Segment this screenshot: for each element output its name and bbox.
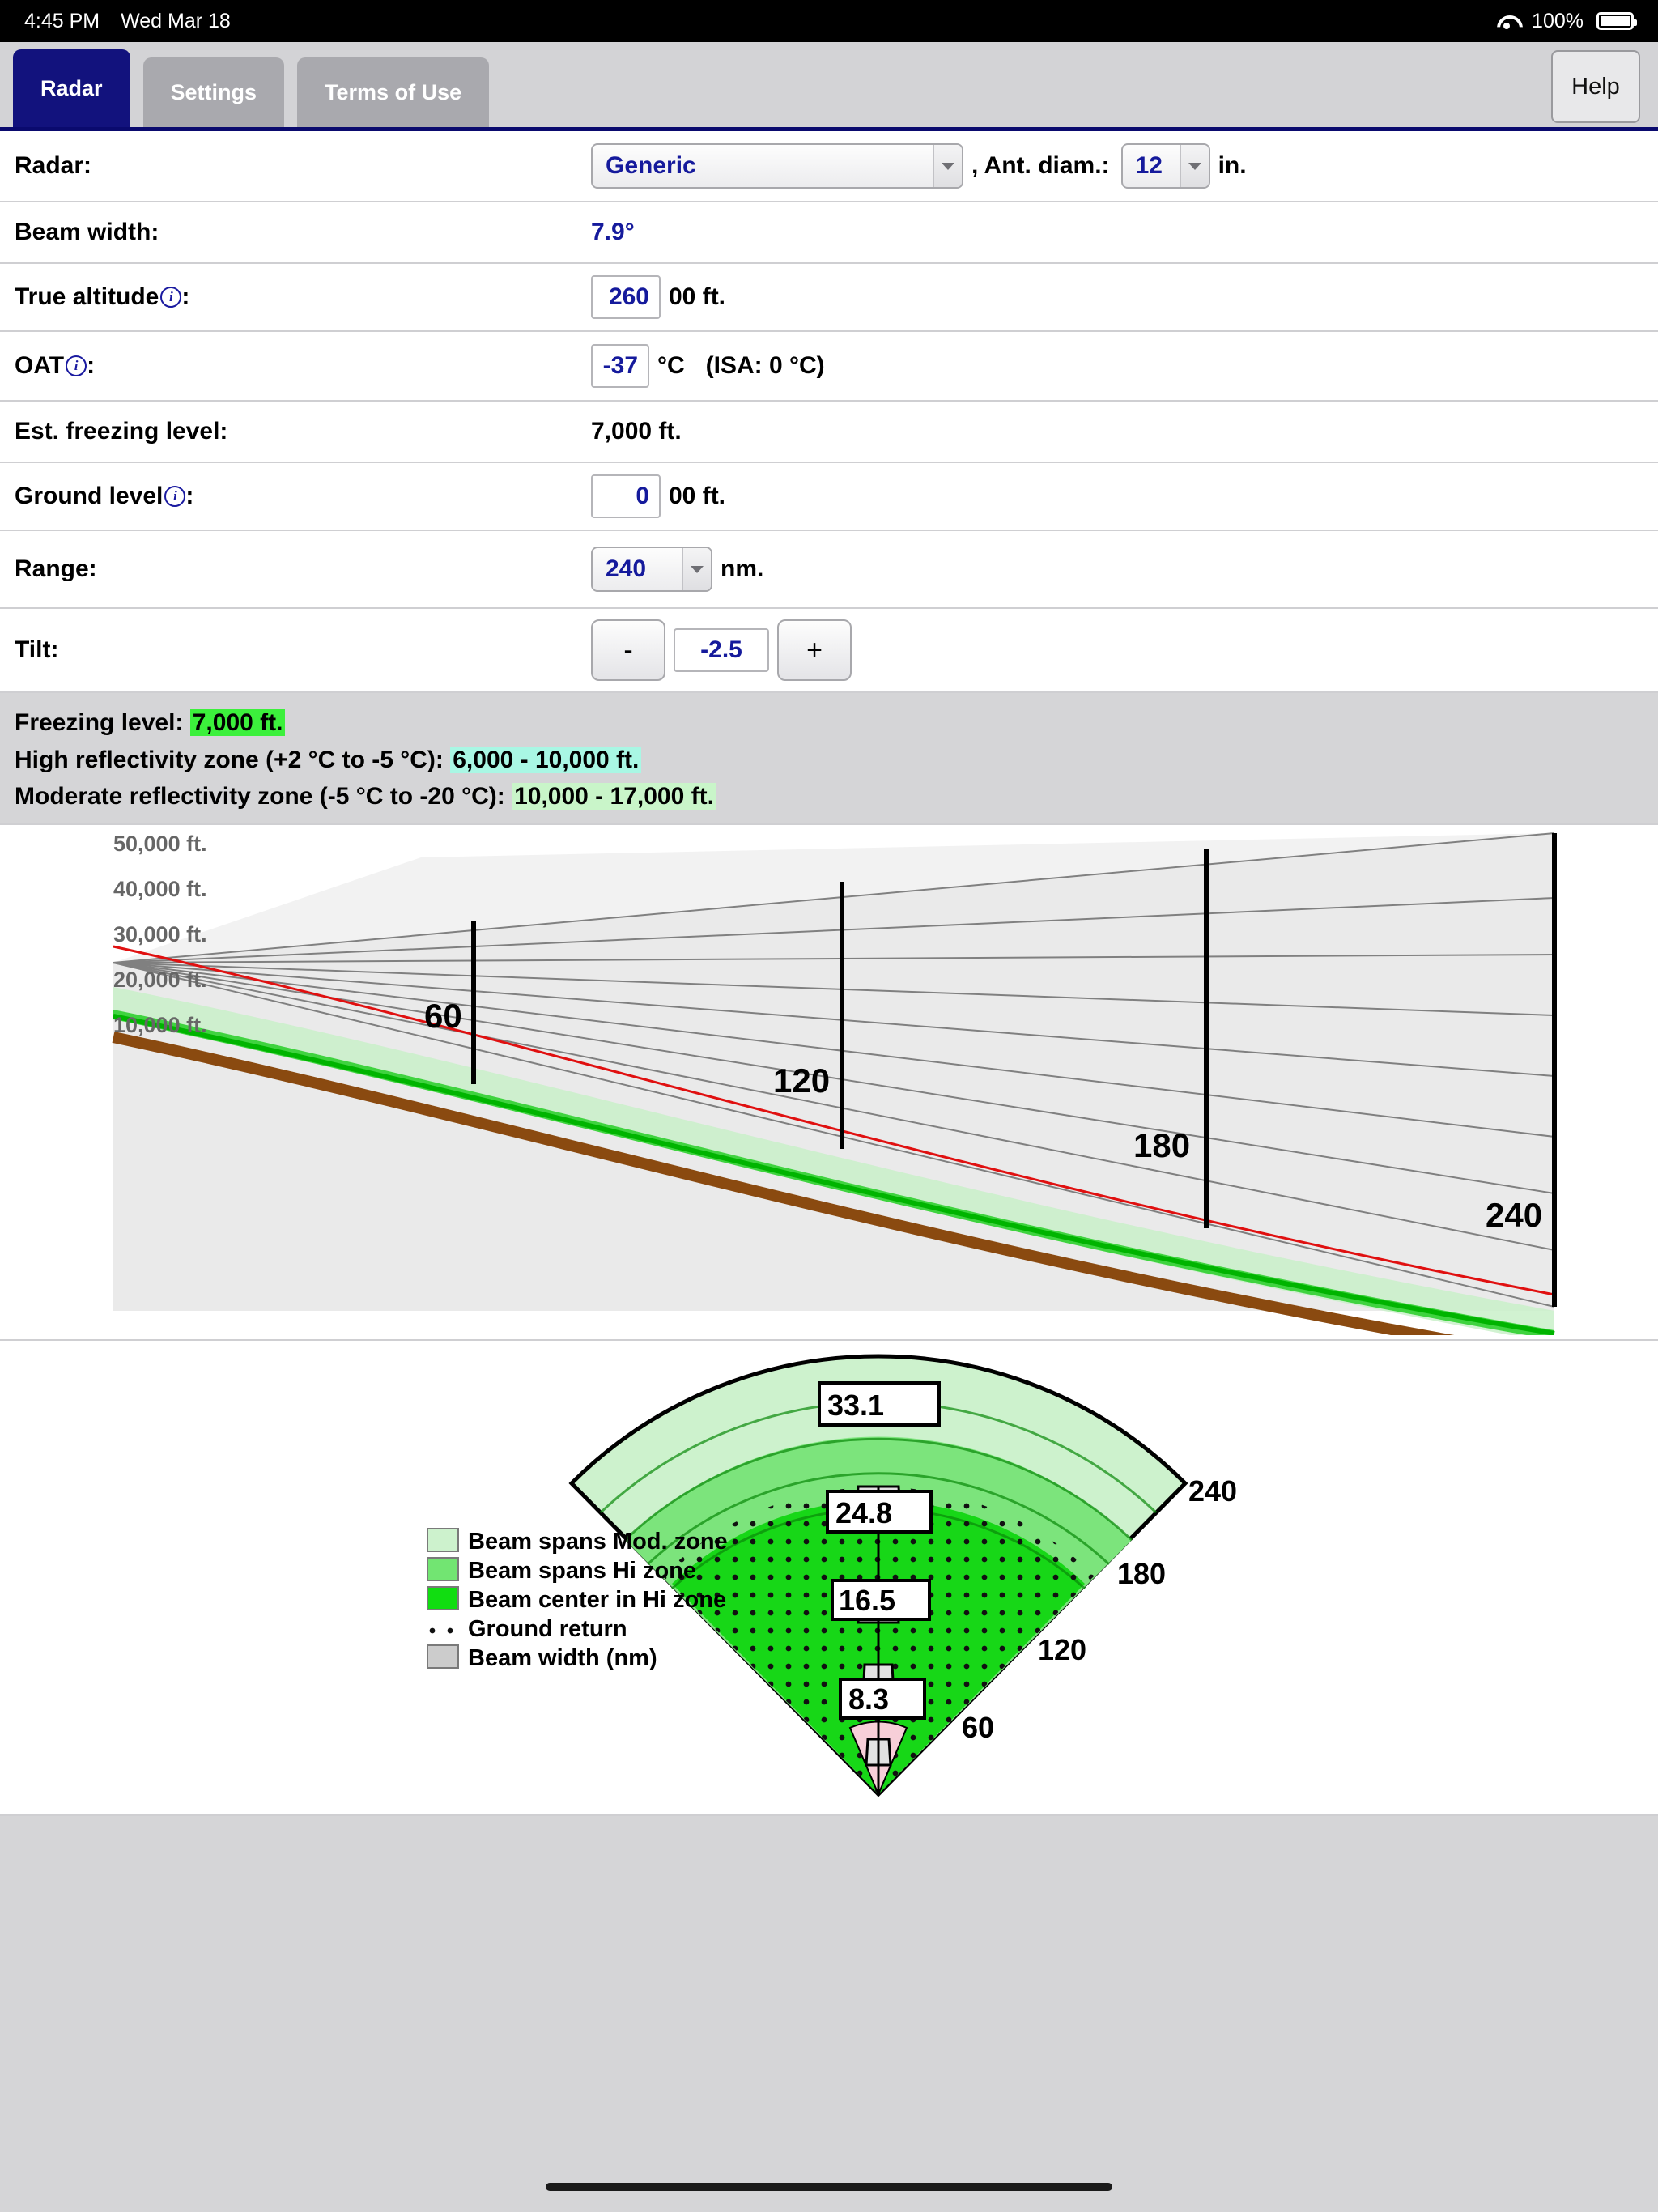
legend-mod-zone: Beam spans Mod. zone <box>468 1528 728 1555</box>
row-beam-width <box>0 202 1658 264</box>
zone-summary <box>0 693 1658 823</box>
tab-settings[interactable]: Settings <box>143 57 285 127</box>
tilt-increase-button[interactable]: + <box>777 619 852 681</box>
row-radar <box>0 131 1658 202</box>
battery-percent: 100% <box>1532 9 1584 32</box>
row-oat <box>0 332 1658 402</box>
legend-beam-width: Beam width (nm) <box>468 1644 657 1671</box>
info-icon[interactable]: i <box>160 287 181 308</box>
beam-width-8: 8.3 <box>848 1682 890 1716</box>
true-altitude-input[interactable]: 260 <box>591 275 661 319</box>
ant-diam-value: 12 <box>1135 152 1163 179</box>
info-icon[interactable]: i <box>164 486 185 507</box>
beam-width-value: 7.9° <box>591 219 635 245</box>
chevron-down-icon <box>682 548 711 590</box>
zone-moderate-label: Moderate reflectivity zone (-5 °C to -20 °C): <box>15 783 512 810</box>
row-true-altitude <box>0 264 1658 332</box>
chevron-down-icon <box>1180 145 1209 187</box>
plan-view-svg <box>0 1341 1658 1810</box>
alt-label-20000: 20,000 ft. <box>113 967 207 992</box>
zone-high-line <box>15 742 1643 779</box>
battery-icon <box>1596 12 1634 30</box>
tab-bar <box>0 42 1658 131</box>
true-altitude-colon: : <box>181 283 190 310</box>
chevron-down-icon <box>933 145 962 187</box>
plan-range-180: 180 <box>1117 1556 1167 1590</box>
true-altitude-unit: 00 ft. <box>669 283 726 310</box>
alt-label-40000: 40,000 ft. <box>113 876 207 901</box>
zone-freezing-value: 7,000 ft. <box>190 709 286 736</box>
beam-width-24: 24.8 <box>835 1495 893 1529</box>
ant-diam-label: , Ant. diam.: <box>971 152 1110 179</box>
tab-radar[interactable]: Radar <box>13 49 130 127</box>
ground-level-colon: : <box>185 483 194 509</box>
status-bar <box>0 0 1658 42</box>
oat-unit: °C <box>657 352 685 379</box>
zone-freezing-label: Freezing level: <box>15 709 190 736</box>
row-tilt <box>0 609 1658 693</box>
ant-diam-select[interactable] <box>1121 143 1210 189</box>
range-label-120: 120 <box>773 1061 831 1100</box>
freezing-level-value: 7,000 ft. <box>591 418 682 445</box>
info-icon[interactable]: i <box>66 355 87 376</box>
legend-ground-return: Ground return <box>468 1615 627 1642</box>
plan-view-diagram <box>0 1341 1658 1816</box>
zone-high-label: High reflectivity zone (+2 °C to -5 °C): <box>15 746 451 773</box>
home-indicator <box>546 2183 1112 2191</box>
status-time: 4:45 PM <box>24 9 100 32</box>
alt-label-30000: 30,000 ft. <box>113 921 207 946</box>
range-select[interactable] <box>591 547 712 592</box>
zone-high-value: 6,000 - 10,000 ft. <box>450 747 641 773</box>
beam-width-16: 16.5 <box>839 1583 896 1617</box>
tilt-input[interactable]: -2.5 <box>674 628 769 672</box>
zone-freezing-line <box>15 704 1643 742</box>
freezing-level-label: Est. freezing level: <box>15 418 228 445</box>
range-label-60: 60 <box>424 996 462 1035</box>
range-label: Range: <box>15 555 97 582</box>
ground-level-unit: 00 ft. <box>669 483 726 509</box>
tilt-label: Tilt: <box>15 636 59 663</box>
row-range <box>0 531 1658 609</box>
tab-terms-of-use[interactable]: Terms of Use <box>297 57 489 127</box>
help-button[interactable]: Help <box>1551 50 1640 123</box>
side-view-svg <box>0 825 1658 1335</box>
plan-range-60: 60 <box>962 1710 995 1744</box>
plan-range-120: 120 <box>1038 1632 1087 1666</box>
legend-hi-zone: Beam spans Hi zone <box>468 1557 697 1584</box>
radar-label: Radar: <box>15 152 92 179</box>
range-unit: nm. <box>721 555 764 582</box>
ground-level-label-text: Ground level <box>15 483 164 509</box>
zone-moderate-line <box>15 778 1643 815</box>
oat-input[interactable]: -37 <box>591 344 649 388</box>
beam-width-label: Beam width: <box>15 219 159 245</box>
radar-select[interactable] <box>591 143 963 189</box>
zone-moderate-value: 10,000 - 17,000 ft. <box>512 783 716 810</box>
oat-label <box>15 352 591 380</box>
true-altitude-label <box>15 283 591 311</box>
alt-label-50000: 50,000 ft. <box>113 831 207 856</box>
tilt-decrease-button[interactable]: - <box>591 619 665 681</box>
alt-label-10000: 10,000 ft. <box>113 1012 207 1037</box>
oat-colon: : <box>87 352 96 379</box>
true-altitude-label-text: True altitude <box>15 283 159 310</box>
oat-isa: (ISA: 0 °C) <box>705 352 825 379</box>
oat-label-text: OAT <box>15 352 65 379</box>
wifi-icon <box>1494 12 1519 30</box>
status-date: Wed Mar 18 <box>121 9 231 32</box>
beam-width-33: 33.1 <box>827 1388 885 1422</box>
row-freezing-level <box>0 402 1658 463</box>
range-label-180: 180 <box>1133 1125 1191 1164</box>
range-label-240: 240 <box>1486 1195 1543 1234</box>
legend-center-hi: Beam center in Hi zone <box>468 1586 727 1613</box>
range-select-value: 240 <box>606 555 647 582</box>
ground-level-label <box>15 483 591 510</box>
ground-level-input[interactable]: 0 <box>591 474 661 518</box>
radar-form <box>0 131 1658 693</box>
plan-range-240: 240 <box>1188 1474 1238 1508</box>
ant-diam-unit: in. <box>1218 152 1247 179</box>
radar-select-value: Generic <box>606 152 696 179</box>
row-ground-level <box>0 463 1658 531</box>
side-view-diagram <box>0 823 1658 1341</box>
